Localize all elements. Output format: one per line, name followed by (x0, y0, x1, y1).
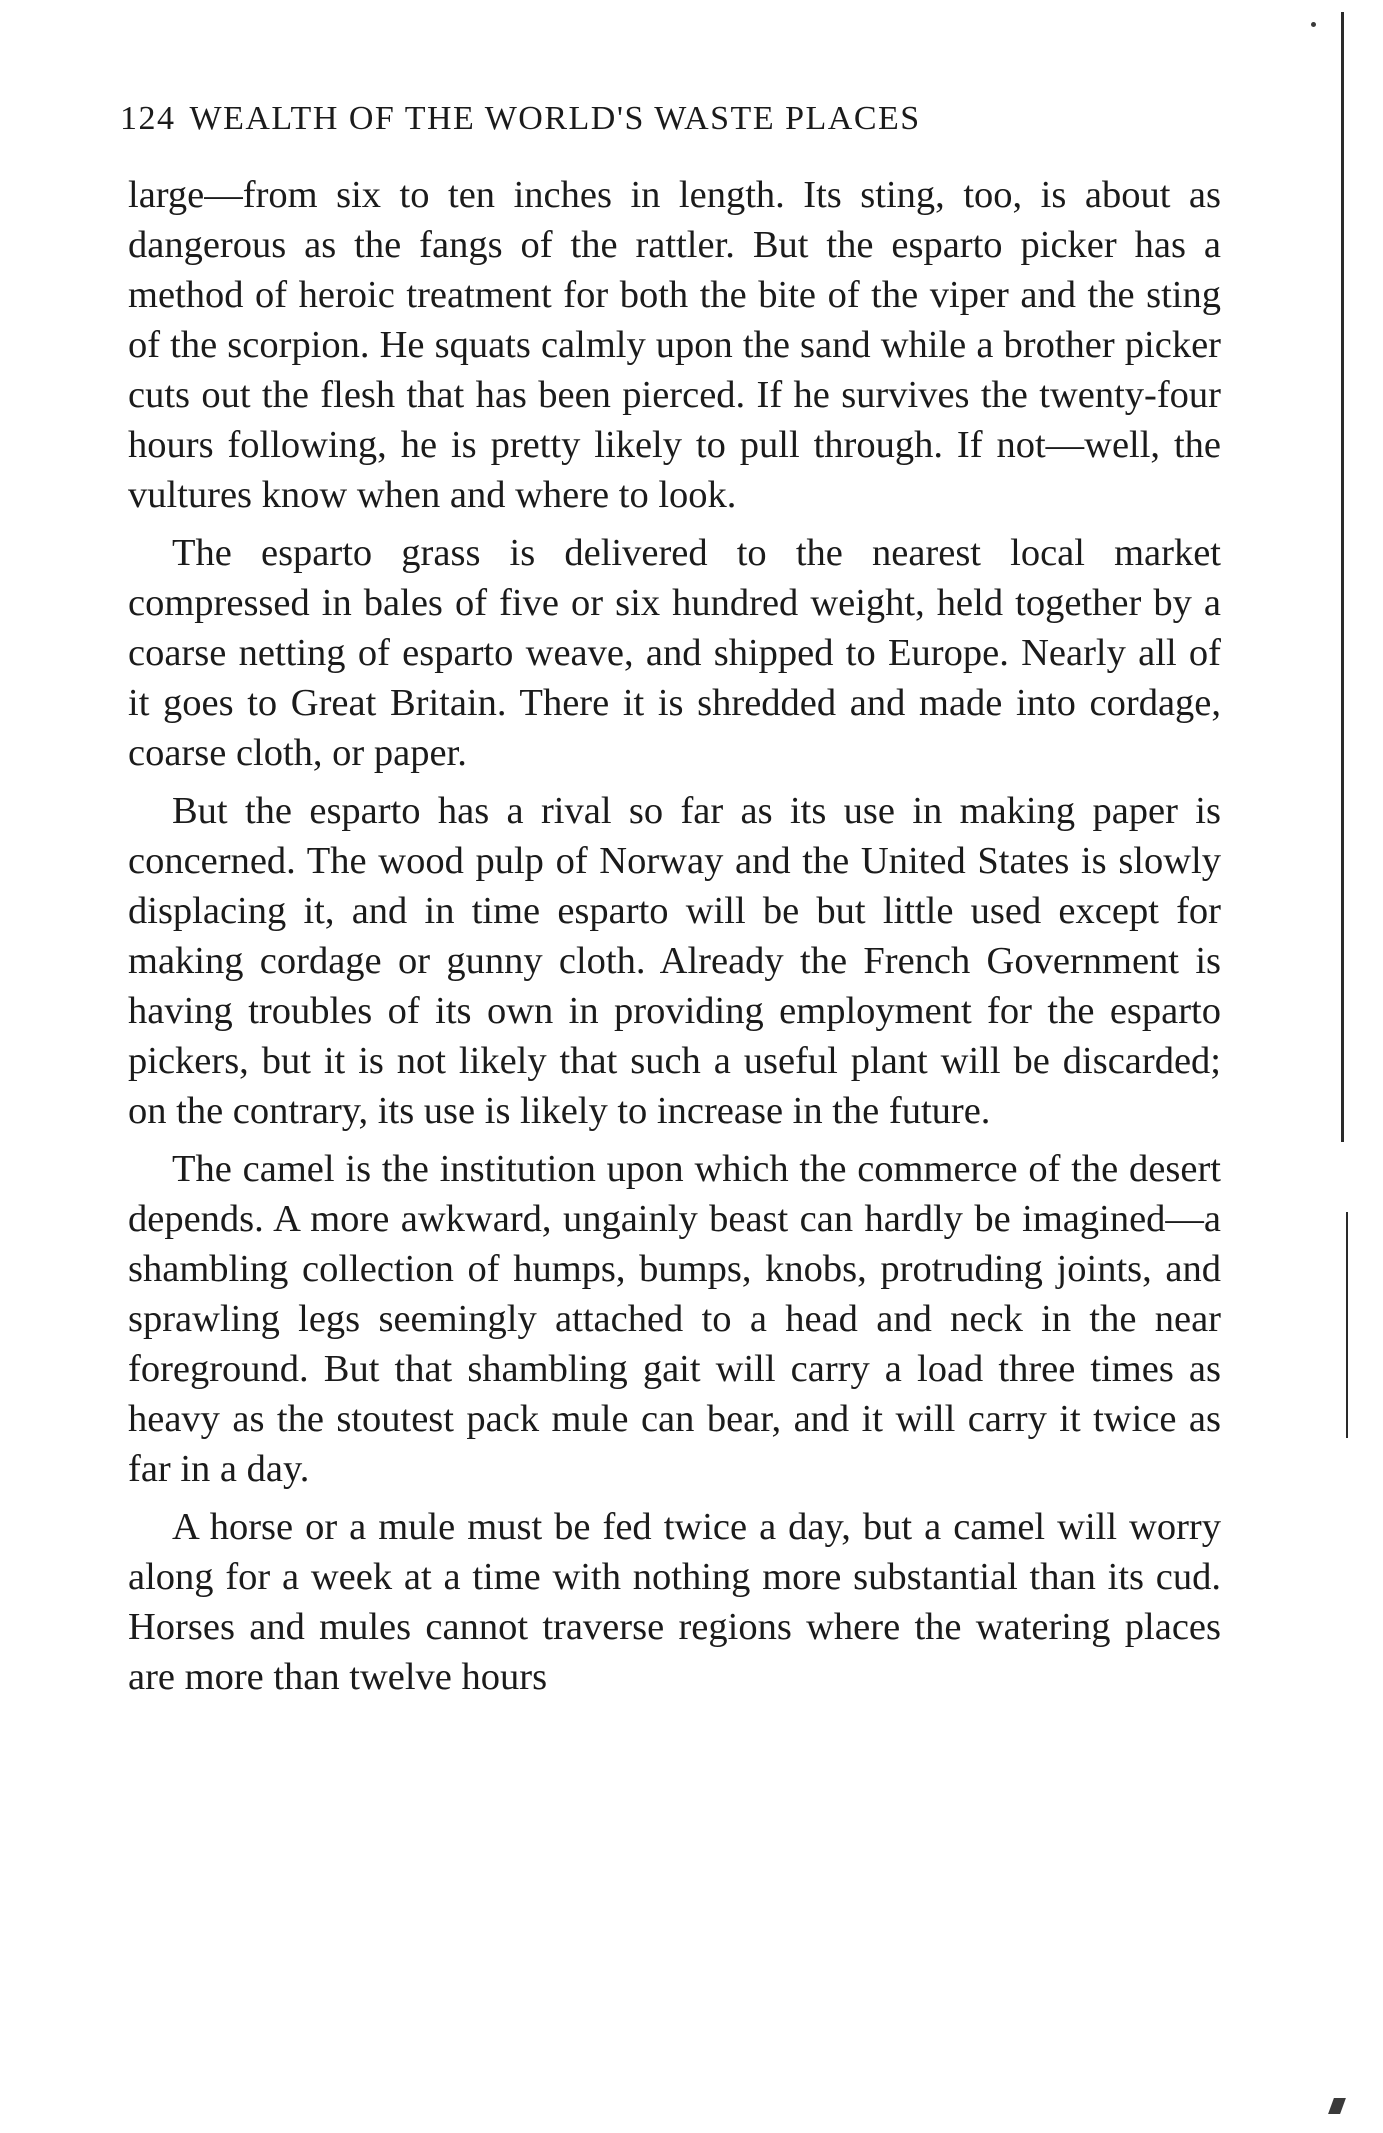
body-text (128, 170, 1221, 1710)
running-header (120, 100, 1130, 150)
scan-edge-line-bottom (1346, 1212, 1348, 1438)
scan-corner-mark (1328, 2098, 1346, 2114)
page-number: 124 (120, 100, 176, 137)
scan-edge-line-top (1341, 12, 1344, 1142)
running-title: WEALTH OF THE WORLD'S WASTE PLACES (189, 100, 921, 137)
paragraph-2: The esparto grass is delivered to the nearest local market compressed in bales of five or six hundred weight, held together by a coarse netting of esparto weave, and shipped to Europe. Nearly all of it goes to Great Britain. There it is shredded and made into cordage, coarse cloth, or paper. (128, 532, 1221, 774)
paragraph-5: A horse or a mule must be fed twice a day, but a camel will worry along for a week at a time with nothing more substantial than its cud. Horses and mules cannot traverse regions where the watering places are more than twelve hours (128, 1506, 1221, 1698)
scan-speck-top (1311, 22, 1316, 27)
paragraph-4: The camel is the institution upon which the commerce of the desert depends. A more awkward, ungainly beast can hardly be imagined—a shambling collection of humps, bumps, knobs, protruding joints, and sprawling legs seemingly attached to a head and neck in the near foreground. But that shambling gait will carry a load three times as heavy as the stoutest pack mule can bear, and it will carry it twice as far in a day. (128, 1148, 1221, 1490)
paragraph-1: large—from six to ten inches in length. Its sting, too, is about as dangerous as the fangs of the rattler. But the esparto picker has a method of heroic treatment for both the bite of the viper and the sting of the scorpion. He squats calmly upon the sand while a brother picker cuts out the flesh that has been pierced. If he survives the twenty-four hours following, he is pretty likely to pull through. If not—well, the vultures know when and where to look. (128, 174, 1221, 516)
paragraph-3: But the esparto has a rival so far as its use in making paper is concerned. The wood pulp of Norway and the United States is slowly displacing it, and in time esparto will be but little used except for making cordage or gunny cloth. Already the French Government is having troubles of its own in providing employment for the esparto pickers, but it is not likely that such a useful plant will be discarded; on the contrary, its use is likely to increase in the future. (128, 790, 1221, 1132)
